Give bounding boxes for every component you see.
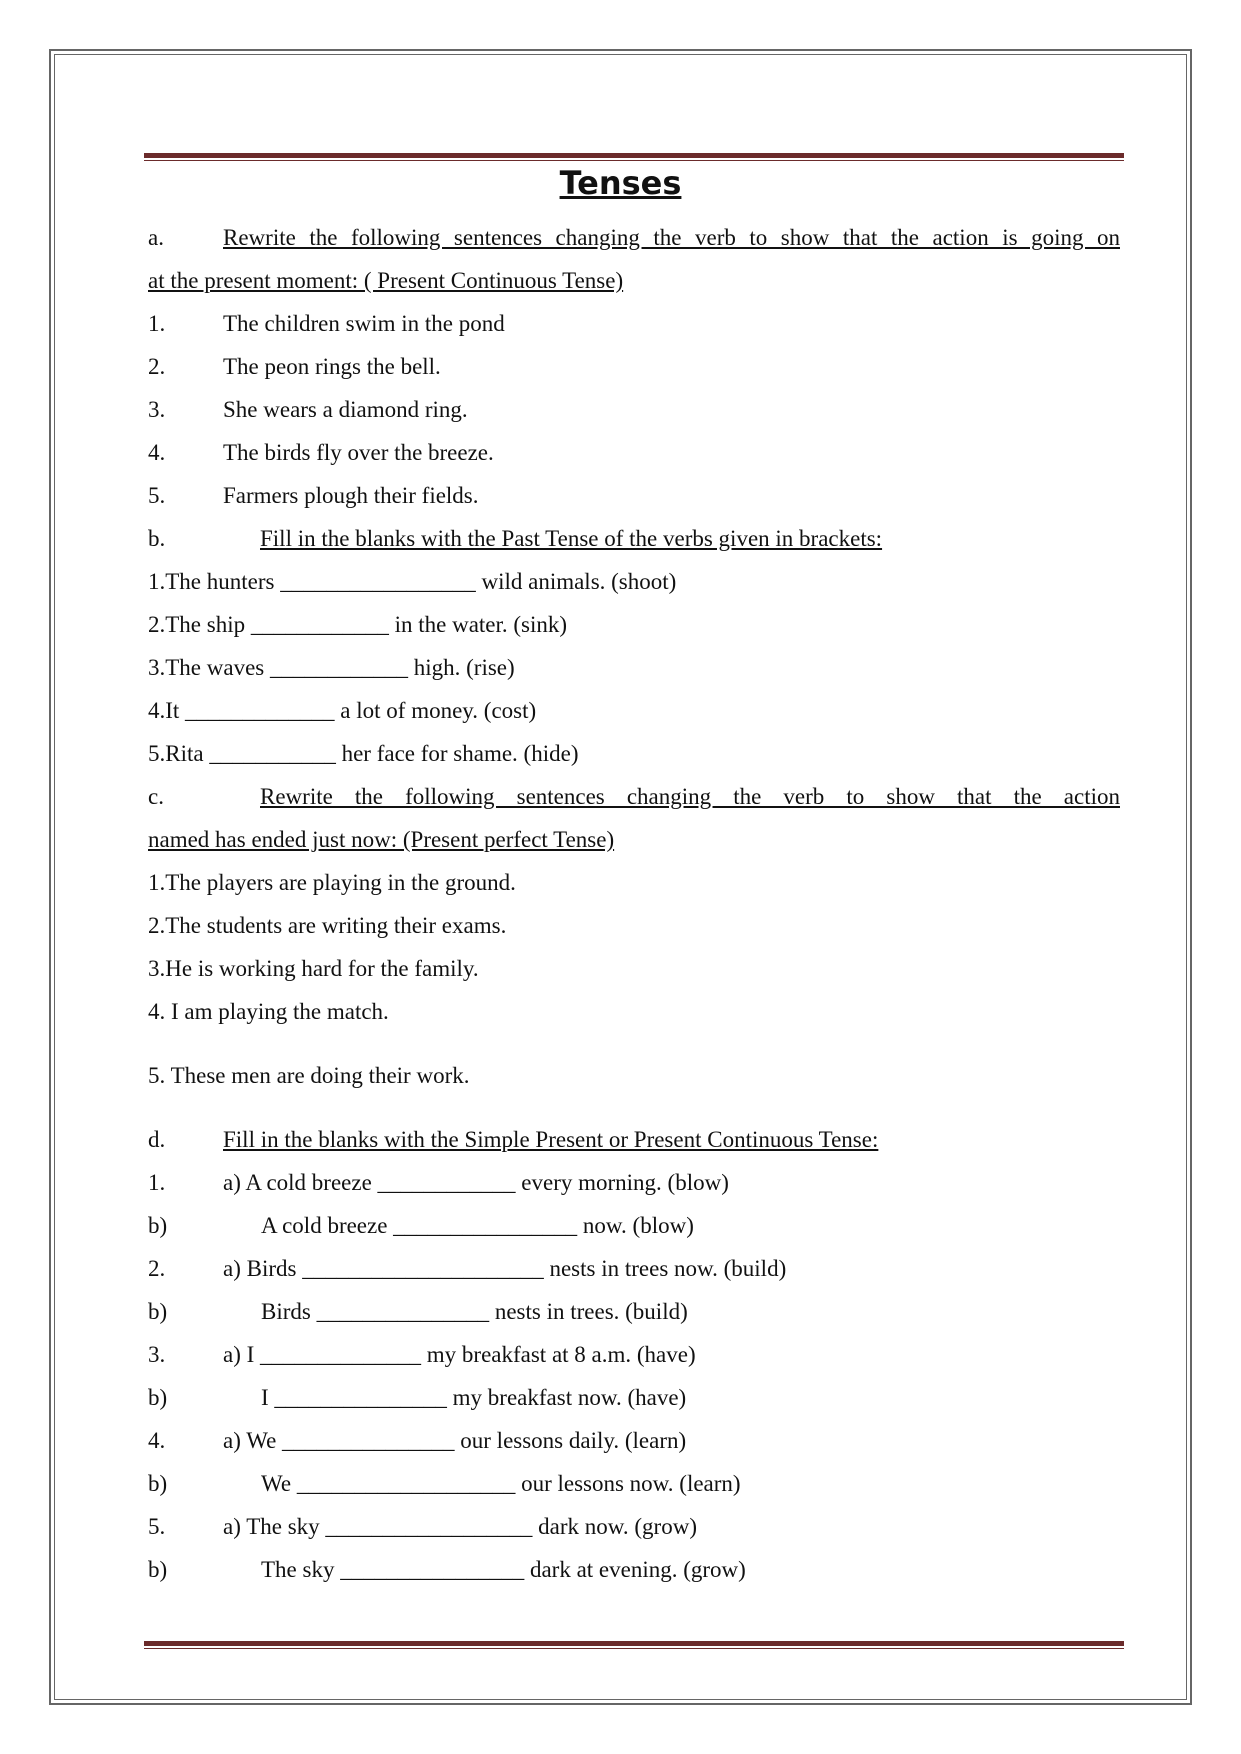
- item-number: 4.: [148, 1428, 166, 1453]
- section-label: a.: [148, 225, 164, 250]
- list-item: 1.The players are playing in the ground.: [148, 870, 516, 895]
- list-item: 3.The waves ____________ high. (rise): [148, 655, 515, 680]
- item-text: The sky ________________ dark at evening. (grow): [261, 1557, 746, 1582]
- section-instruction: Rewrite the following sentences changing the verb to show that the action: [260, 784, 1120, 809]
- list-item: 5. These men are doing their work.: [148, 1063, 470, 1088]
- section-instruction: Fill in the blanks with the Past Tense of the verbs given in brackets:: [260, 526, 883, 551]
- section-label: b.: [148, 526, 166, 551]
- list-item: [148, 431, 1120, 474]
- list-item: [148, 1290, 1120, 1333]
- item-number: b): [148, 1471, 168, 1496]
- section-instruction-cont: named has ended just now: (Present perfect Tense): [148, 827, 615, 852]
- page-title: Tenses: [559, 164, 682, 202]
- list-item: 3.He is working hard for the family.: [148, 956, 479, 981]
- section-label: c.: [148, 784, 164, 809]
- item-number: 5.: [148, 1514, 166, 1539]
- section-c-heading-cont: [148, 818, 1120, 861]
- worksheet-body: [148, 216, 1120, 1591]
- section-d-heading: [148, 1118, 1120, 1161]
- item-text: a) I ______________ my breakfast at 8 a.m. (have): [223, 1342, 696, 1367]
- item-text: We ___________________ our lessons now. (learn): [261, 1471, 741, 1496]
- list-item: 4. I am playing the match.: [148, 999, 389, 1024]
- list-item: [148, 1505, 1120, 1548]
- section-a-heading: [148, 216, 1120, 259]
- item-number: 2.: [148, 1256, 166, 1281]
- item-text: a) A cold breeze ____________ every morning. (blow): [223, 1170, 729, 1195]
- item-number: b): [148, 1385, 168, 1410]
- list-item: 2.The students are writing their exams.: [148, 913, 507, 938]
- item-number: 3.: [148, 1342, 166, 1367]
- item-number: 2.: [148, 354, 166, 379]
- item-number: 5.: [148, 483, 166, 508]
- item-number: 4.: [148, 440, 166, 465]
- list-item: [148, 1376, 1120, 1419]
- list-item: [148, 1161, 1120, 1204]
- item-text: The children swim in the pond: [223, 311, 505, 336]
- list-item: [148, 1419, 1120, 1462]
- list-item: [148, 1204, 1120, 1247]
- section-instruction: Fill in the blanks with the Simple Present or Present Continuous Tense:: [223, 1127, 879, 1152]
- item-text: a) The sky __________________ dark now. (grow): [223, 1514, 697, 1539]
- list-item: [148, 1247, 1120, 1290]
- list-item: [148, 1548, 1120, 1591]
- header-rule: [144, 153, 1124, 161]
- item-number: b): [148, 1557, 168, 1582]
- item-text: a) Birds _____________________ nests in trees now. (build): [223, 1256, 787, 1281]
- item-number: 3.: [148, 397, 166, 422]
- item-number: b): [148, 1299, 168, 1324]
- item-text: The peon rings the bell.: [223, 354, 441, 379]
- item-text: I _______________ my breakfast now. (have): [261, 1385, 687, 1410]
- item-text: Birds _______________ nests in trees. (build): [261, 1299, 688, 1324]
- footer-rule: [144, 1641, 1124, 1649]
- section-label: d.: [148, 1127, 166, 1152]
- item-number: b): [148, 1213, 168, 1238]
- list-item: [148, 345, 1120, 388]
- item-number: 1.: [148, 311, 166, 336]
- list-item: 2.The ship ____________ in the water. (sink): [148, 612, 568, 637]
- item-text: a) We _______________ our lessons daily. (learn): [223, 1428, 687, 1453]
- list-item: 5.Rita ___________ her face for shame. (hide): [148, 741, 579, 766]
- list-item: 4.It _____________ a lot of money. (cost): [148, 698, 537, 723]
- list-item: [148, 1333, 1120, 1376]
- section-c-heading: [148, 775, 1120, 818]
- item-text: Farmers plough their fields.: [223, 483, 479, 508]
- section-instruction: Rewrite the following sentences changing the verb to show that the action is going on: [223, 225, 1120, 250]
- list-item: [148, 302, 1120, 345]
- item-text: She wears a diamond ring.: [223, 397, 468, 422]
- list-item: [148, 388, 1120, 431]
- section-a-heading-cont: [148, 259, 1120, 302]
- section-b-heading: [148, 517, 1120, 560]
- list-item: 1.The hunters _________________ wild animals. (shoot): [148, 569, 677, 594]
- section-instruction-cont: at the present moment: ( Present Continuous Tense): [148, 268, 624, 293]
- item-number: 1.: [148, 1170, 166, 1195]
- item-text: The birds fly over the breeze.: [223, 440, 494, 465]
- item-text: A cold breeze ________________ now. (blow): [261, 1213, 694, 1238]
- list-item: [148, 474, 1120, 517]
- list-item: [148, 1462, 1120, 1505]
